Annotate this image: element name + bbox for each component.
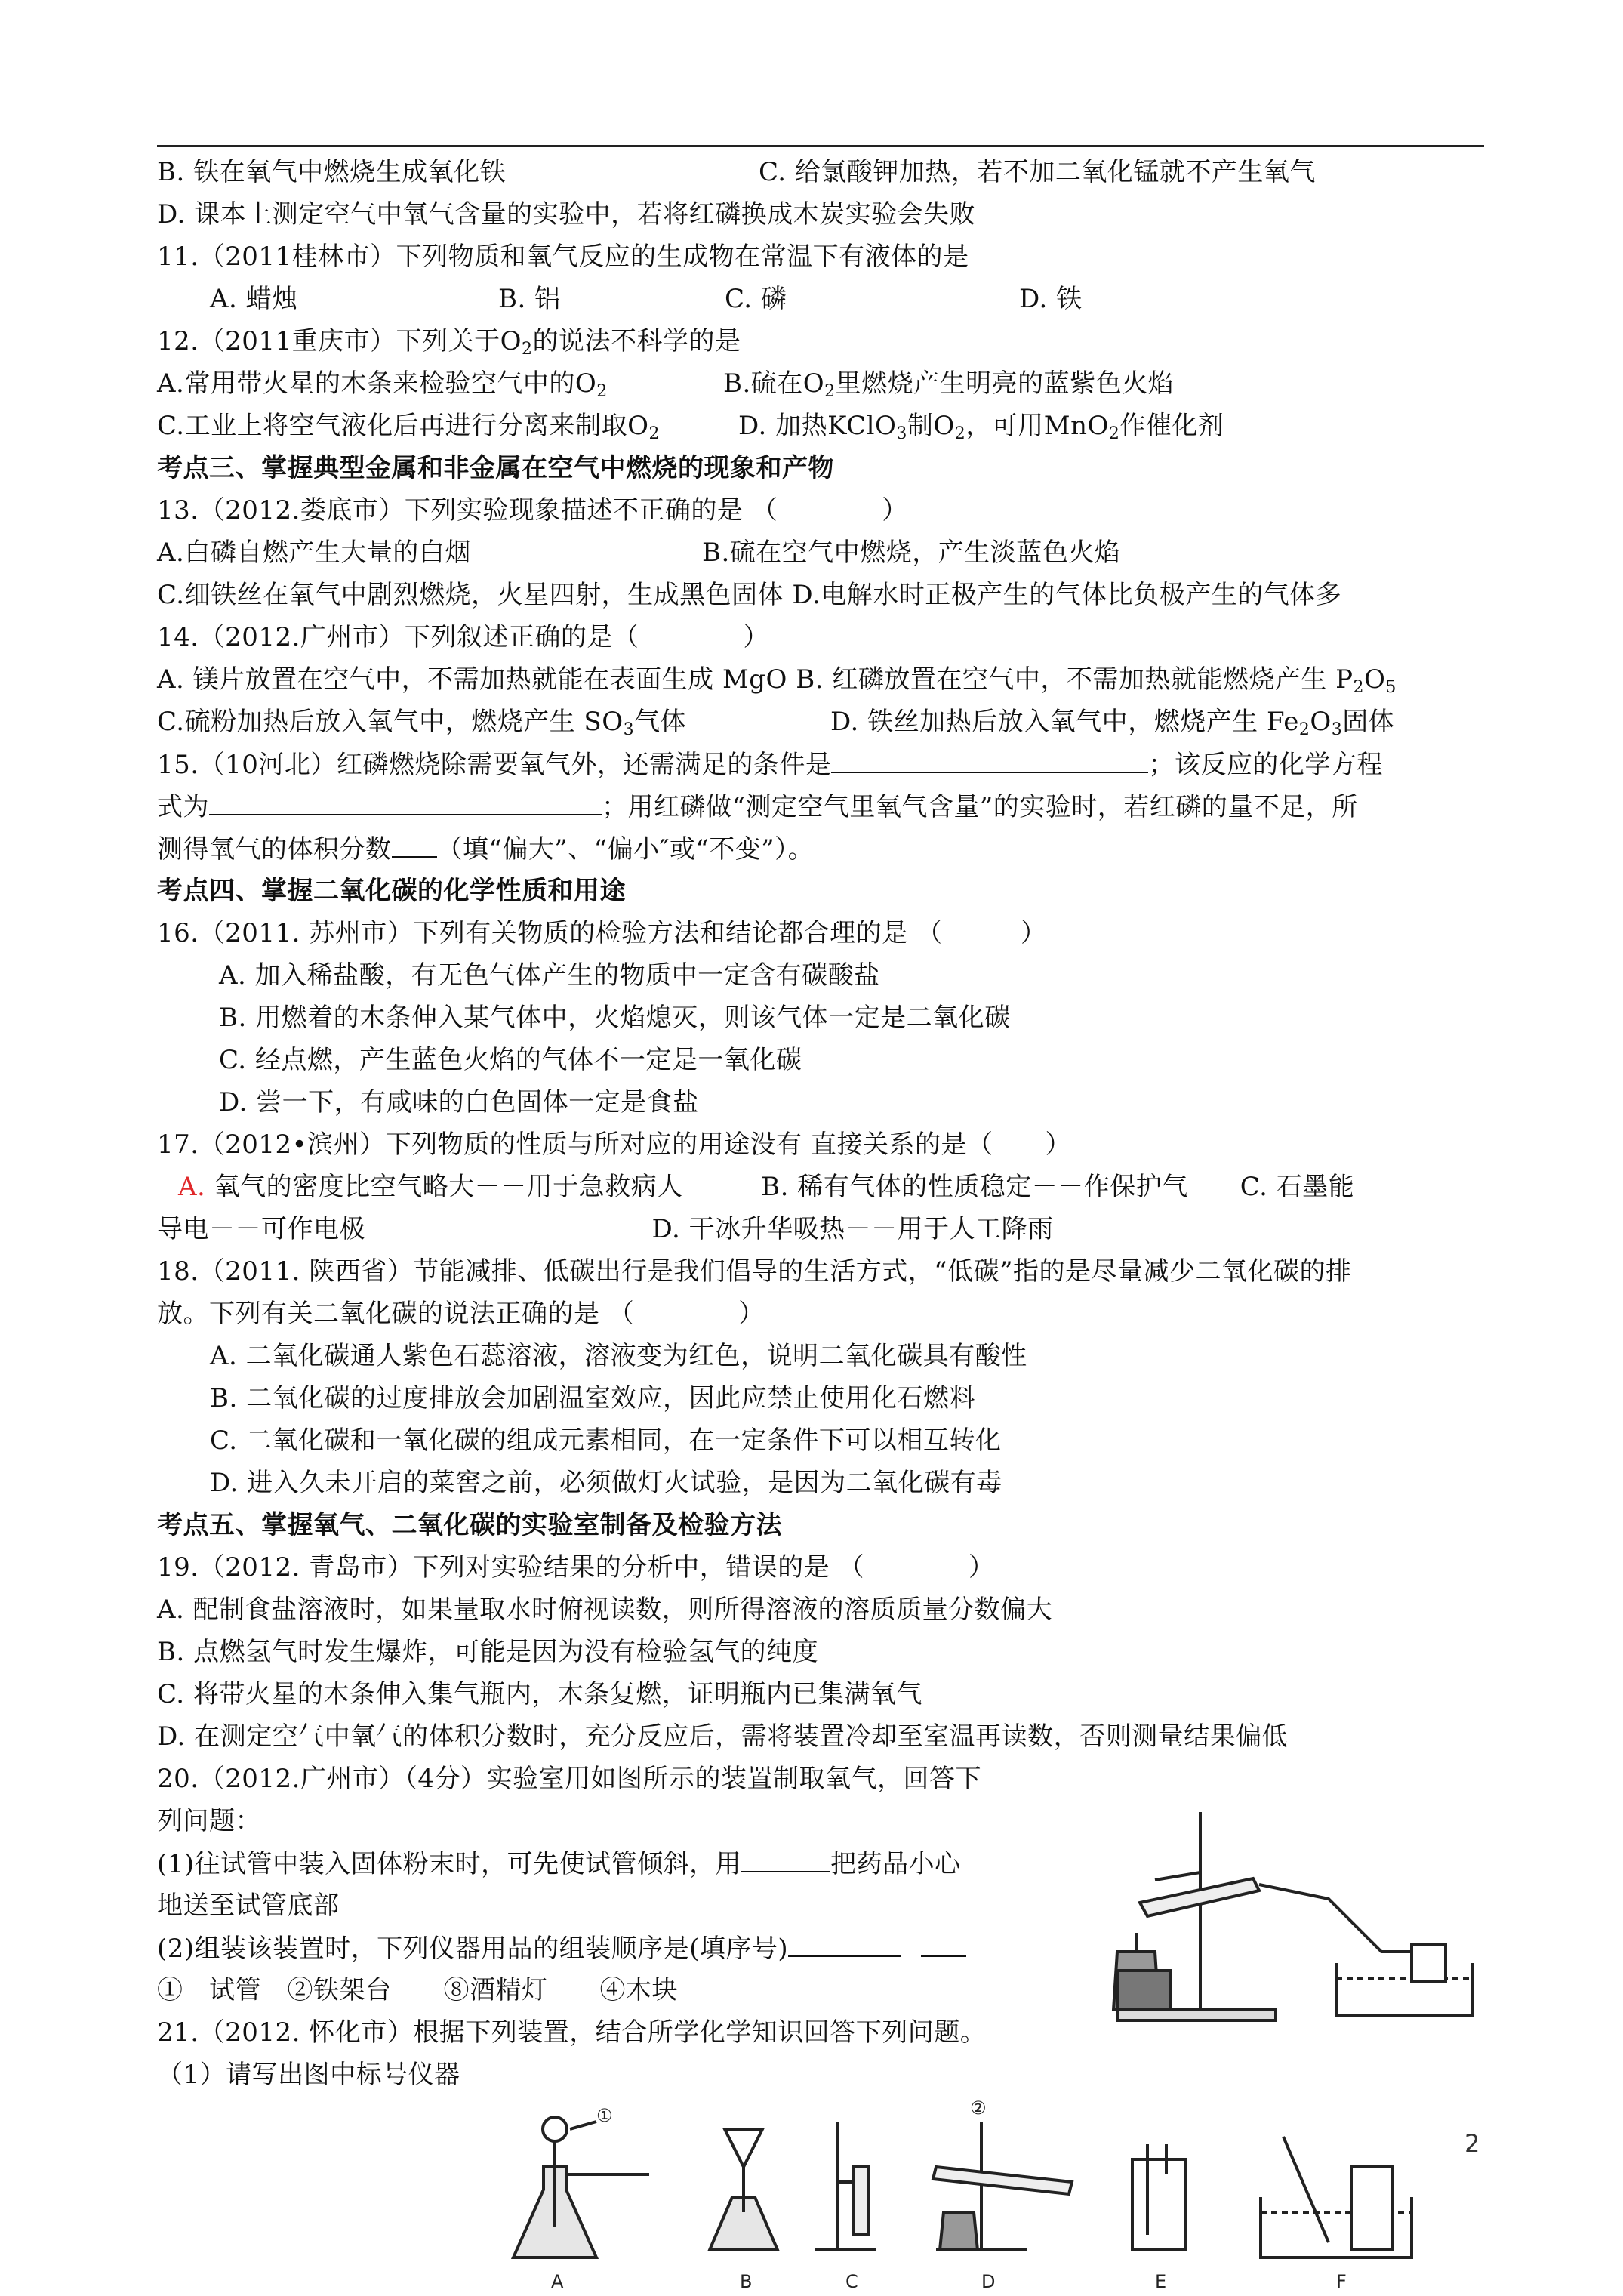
option-d: D. 铁丝加热后放入氧气中，燃烧产生 $Fe_2O_3$固体	[830, 707, 1395, 739]
question-18: 18.（2011. 陕西省）节能减排、低碳出行是我们倡导的生活方式，“低碳”指的是尽量减少二氧化碳的排	[157, 1256, 1352, 1287]
option-c: C.硫粉加热后放入氧气中，燃烧产生 $SO_3$气体	[157, 707, 687, 739]
question-13: 13.（2012.娄底市）下列实验现象描述不正确的是 （ ）	[157, 495, 908, 525]
answer-blank[interactable]	[788, 1931, 901, 1957]
option-line: D. 课本上测定空气中氧气含量的实验中，若将红磷换成木炭实验会失败	[157, 199, 976, 230]
option-ab: A. 镁片放置在空气中，不需加热就能在表面生成 MgO B. 红磷放置在空气中，不需加热就能燃烧产生 $P_2O_5$	[157, 664, 1397, 697]
question-20-part1-cont: 地送至试管底部	[157, 1891, 340, 1921]
option-a: A. 蜡烛	[210, 284, 298, 314]
apparatus-label-c: C	[845, 2271, 858, 2292]
question-20: 20.（2012.广州市）（4分）实验室用如图所示的装置制取氧气，回答下	[157, 1764, 982, 1794]
option-line: B. 铁在氧气中燃烧生成氧化铁	[157, 157, 507, 187]
option-b: B. 铝	[498, 284, 561, 314]
option-c: C. 磷	[725, 284, 787, 314]
question-15: 15.（10河北）红磷燃烧除需要氧气外，还需满足的条件是 ；该反应的化学方程	[157, 747, 1383, 781]
apparatus-label-d: D	[981, 2271, 996, 2292]
option-a: A. 配制食盐溶液时，如果量取水时俯视读数，则所得溶液的溶质质量分数偏大	[157, 1595, 1053, 1625]
section-heading: 考点三、掌握典型金属和非金属在空气中燃烧的现象和产物	[157, 453, 834, 483]
option-a: A. 加入稀盐酸，有无色气体产生的物质中一定含有碳酸盐	[219, 960, 880, 991]
question-21-part1: （1）请写出图中标号仪器	[157, 2060, 460, 2090]
option-a: A.白磷自燃产生大量的白烟	[157, 538, 471, 568]
option-b: B. 二氧化碳的过度排放会加剧温室效应，因此应禁止使用化石燃料	[210, 1383, 976, 1413]
question-16: 16.（2011. 苏州市）下列有关物质的检验方法和结论都合理的是 （ ）	[157, 918, 1047, 948]
page-number: 2	[1464, 2129, 1480, 2158]
option-d: D. 尝一下，有咸味的白色固体一定是食盐	[219, 1087, 699, 1117]
option-line: A. 氧气的密度比空气略大－－用于急救病人 B. 稀有气体的性质稳定－－作保护气 C. 石墨能	[178, 1172, 1355, 1202]
apparatus-label-b: B	[740, 2271, 753, 2292]
header-rule	[157, 145, 1484, 147]
question-19: 19.（2012. 青岛市）下列对实验结果的分析中，错误的是 （ ）	[157, 1552, 995, 1583]
question-20-part2: (2)组装该装置时，下列仪器用品的组装顺序是(填序号)	[157, 1931, 966, 1965]
answer-blank[interactable]	[209, 790, 602, 815]
option-line: C. 给氯酸钾加热，若不加二氧化锰就不产生氧气	[759, 157, 1316, 187]
question-20-part1: (1)往试管中装入固体粉末时，可先使试管倾斜，用 把药品小心	[157, 1847, 961, 1881]
oxygen-apparatus-figure	[1087, 1789, 1480, 2039]
question-14: 14.（2012.广州市）下列叙述正确的是（ ）	[157, 622, 769, 652]
question-18-line2: 放。下列有关二氧化碳的说法正确的是 （ ）	[157, 1299, 765, 1329]
apparatus-label-e: E	[1155, 2271, 1167, 2292]
option-cd: C.细铁丝在氧气中剧烈燃烧，火星四射，生成黑色固体 D.电解水时正极产生的气体比负极产生的气体多	[157, 580, 1342, 610]
answer-blank[interactable]	[741, 1847, 830, 1872]
question-15-line3: 测得氧气的体积分数 （填“偏大”、“偏小″或“不变”）。	[157, 832, 814, 866]
option-b: B.硫在空气中燃烧，产生淡蓝色火焰	[702, 538, 1121, 568]
option-d: D. 铁	[1019, 284, 1083, 314]
question-20-options: ① 试管 ②铁架台 ⑧酒精灯 ④木块	[157, 1975, 678, 2005]
section-heading: 考点四、掌握二氧化碳的化学性质和用途	[157, 876, 626, 906]
option-a: A.常用带火星的木条来检验空气中的$O_2$	[157, 368, 608, 401]
apparatus-a-f-figure	[483, 2099, 1464, 2295]
option-d: D. 在测定空气中氧气的体积分数时，充分反应后，需将装置冷却至室温再读数，否则测量结果偏低	[157, 1721, 1289, 1752]
question-21: 21.（2012. 怀化市）根据下列装置，结合所学化学知识回答下列问题。	[157, 2017, 987, 2048]
marker-1: ①	[596, 2105, 613, 2126]
question-11: 11.（2011桂林市）下列物质和氧气反应的生成物在常温下有液体的是	[157, 242, 969, 272]
apparatus-label-f: F	[1336, 2271, 1347, 2292]
answer-blank[interactable]	[392, 832, 437, 858]
option-c: C. 将带火星的木条伸入集气瓶内，木条复燃，证明瓶内已集满氧气	[157, 1679, 922, 1709]
option-c: C. 经点燃，产生蓝色火焰的气体不一定是一氧化碳	[219, 1045, 802, 1075]
option-d: D. 进入久未开启的菜窖之前，必须做灯火试验，是因为二氧化碳有毒	[210, 1468, 1002, 1498]
option-b: B. 点燃氢气时发生爆炸，可能是因为没有检验氢气的纯度	[157, 1637, 819, 1667]
question-17: 17.（2012•滨州）下列物质的性质与所对应的用途没有 直接关系的是（ ）	[157, 1130, 1071, 1160]
answer-blank[interactable]	[831, 747, 1148, 773]
answer-blank[interactable]	[921, 1931, 966, 1957]
question-12: 12.（2011重庆市）下列关于$O_2$的说法不科学的是	[157, 326, 741, 359]
option-line: 导电－－可作电极 D. 干冰升华吸热－－用于人工降雨	[157, 1214, 1054, 1244]
section-heading: 考点五、掌握氧气、二氧化碳的实验室制备及检验方法	[157, 1510, 782, 1540]
option-c: C.工业上将空气液化后再进行分离来制取$O_2$	[157, 411, 660, 443]
marker-2: ②	[970, 2099, 987, 2119]
option-b: B. 用燃着的木条伸入某气体中，火焰熄灭，则该气体一定是二氧化碳	[219, 1003, 1011, 1033]
question-20-line2: 列问题：	[157, 1806, 261, 1836]
option-c: C. 二氧化碳和一氧化碳的组成元素相同，在一定条件下可以相互转化	[210, 1425, 1002, 1456]
option-b: B.硫在$O_2$里燃烧产生明亮的蓝紫色火焰	[723, 368, 1175, 401]
apparatus-label-a: A	[551, 2271, 564, 2292]
option-d: D. 加热KClO$_3$制$O_2$，可用MnO$_2$作催化剂	[738, 411, 1224, 443]
question-15-line2: 式为 ；用红磷做“测定空气里氧气含量”的实验时，若红磷的量不足，所	[157, 790, 1358, 824]
option-a: A. 二氧化碳通人紫色石蕊溶液，溶液变为红色，说明二氧化碳具有酸性	[210, 1341, 1027, 1371]
